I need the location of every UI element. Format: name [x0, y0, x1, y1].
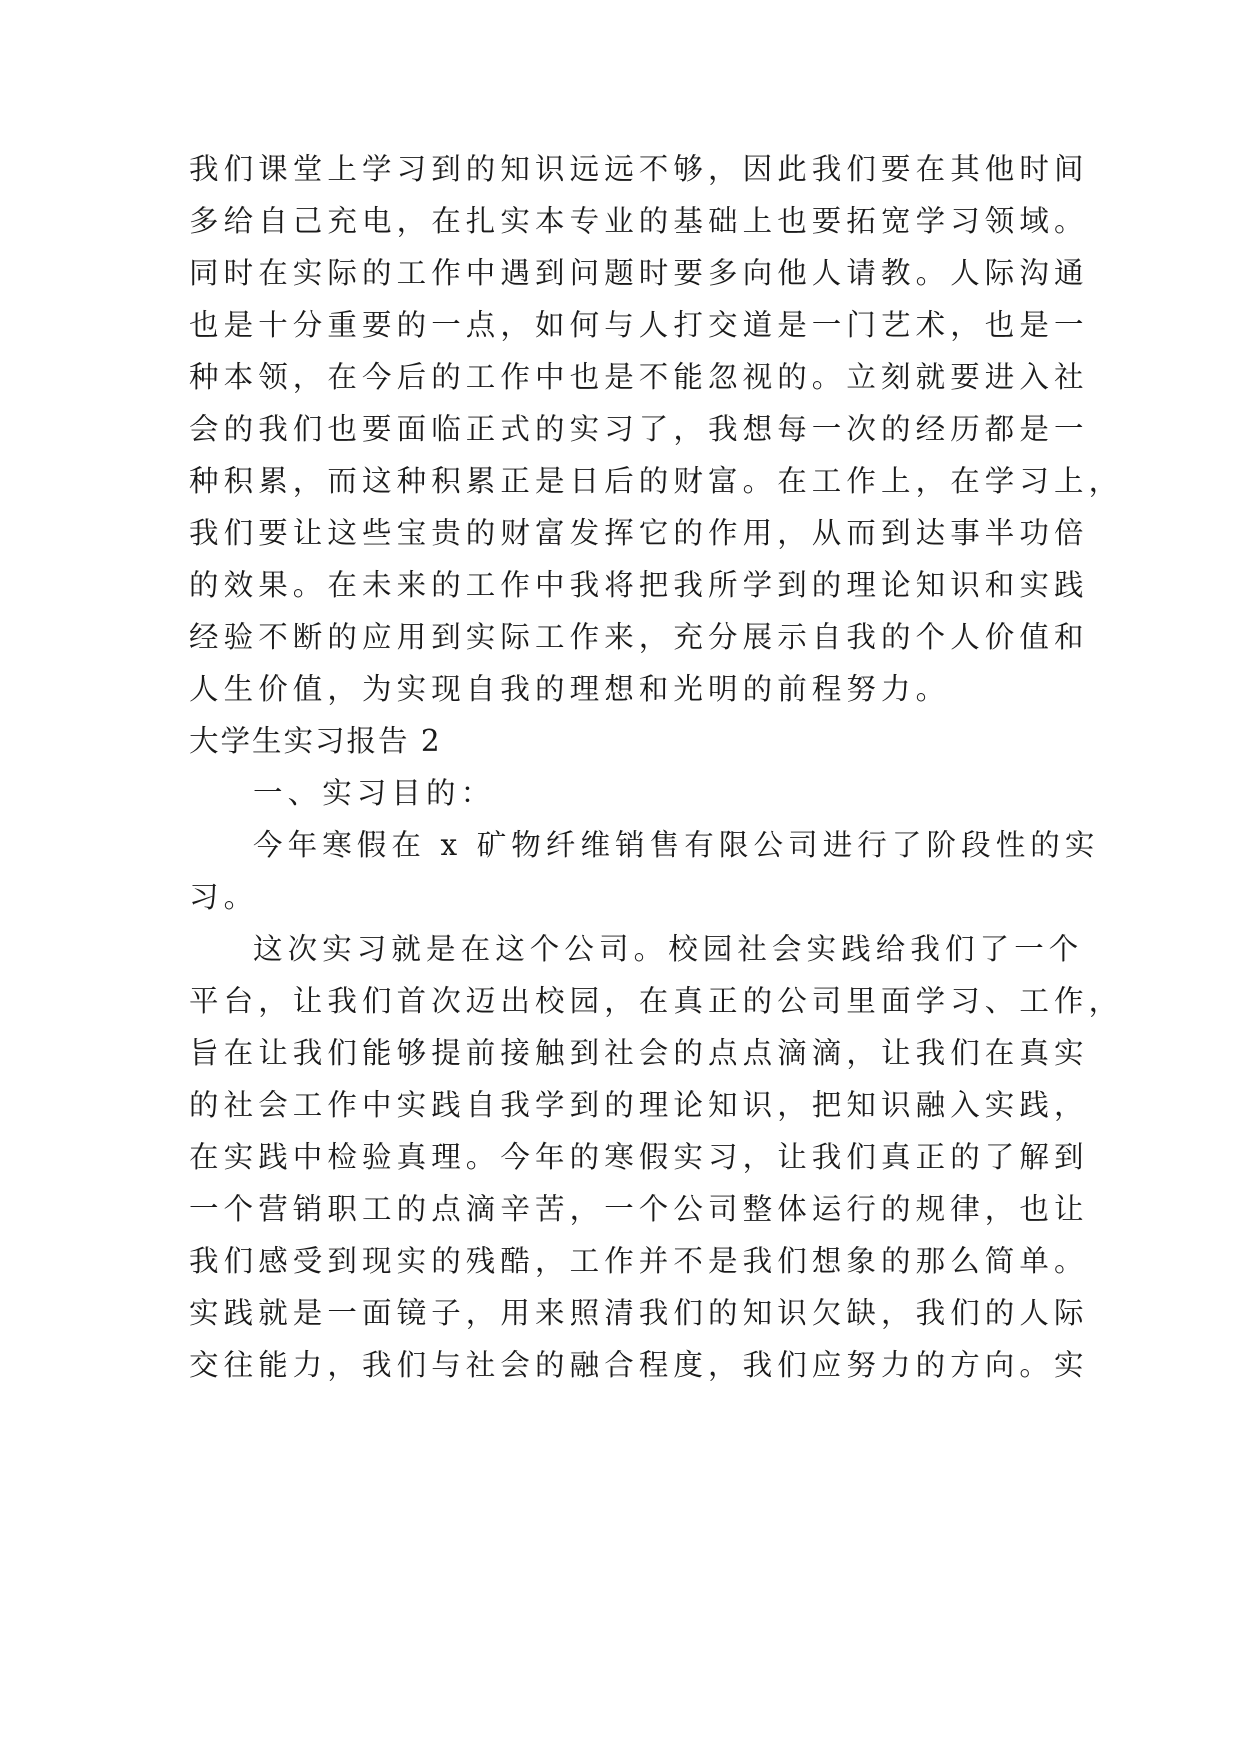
- paragraph-line: 人生价值，为实现自我的理想和光明的前程努力。: [189, 672, 951, 706]
- paragraph-line: 经验不断的应用到实际工作来，充分展示自我的个人价值和: [189, 620, 1089, 654]
- paragraph-line: 交往能力，我们与社会的融合程度，我们应努力的方向。实: [189, 1348, 1089, 1382]
- paragraph-line: 会的我们也要面临正式的实习了，我想每一次的经历都是一: [189, 412, 1089, 446]
- paragraph-line: 在实践中检验真理。今年的寒假实习，让我们真正的了解到: [189, 1140, 1089, 1174]
- paragraph-line: 实践就是一面镜子，用来照清我们的知识欠缺，我们的人际: [189, 1296, 1089, 1330]
- paragraph-line: 我们课堂上学习到的知识远远不够，因此我们要在其他时间: [189, 152, 1089, 186]
- paragraph-line: 的效果。在未来的工作中我将把我所学到的理论知识和实践: [189, 568, 1089, 602]
- paragraph-line: 的社会工作中实践自我学到的理论知识，把知识融入实践，: [189, 1088, 1089, 1122]
- paragraph-line: 平台，让我们首次迈出校园，在真正的公司里面学习、工作，: [189, 984, 1124, 1018]
- paragraph-line: 一个营销职工的点滴辛苦，一个公司整体运行的规律，也让: [189, 1192, 1089, 1226]
- section-heading: 大学生实习报告 2: [189, 724, 442, 758]
- paragraph-line: 习。: [189, 880, 259, 914]
- paragraph-line: 种积累，而这种积累正是日后的财富。在工作上，在学习上，: [189, 464, 1124, 498]
- paragraph-line: 多给自己充电，在扎实本专业的基础上也要拓宽学习领域。: [189, 204, 1089, 238]
- paragraph-line: 这次实习就是在这个公司。校园社会实践给我们了一个: [253, 932, 1084, 966]
- paragraph-line: 种本领，在今后的工作中也是不能忽视的。立刻就要进入社: [189, 360, 1089, 394]
- paragraph-line: 同时在实际的工作中遇到问题时要多向他人请教。人际沟通: [189, 256, 1089, 290]
- paragraph-line: 也是十分重要的一点，如何与人打交道是一门艺术，也是一: [189, 308, 1089, 342]
- paragraph-line: 旨在让我们能够提前接触到社会的点点滴滴，让我们在真实: [189, 1036, 1089, 1070]
- paragraph-line: 我们要让这些宝贵的财富发挥它的作用，从而到达事半功倍: [189, 516, 1089, 550]
- paragraph-line: 我们感受到现实的残酷，工作并不是我们想象的那么简单。: [189, 1244, 1089, 1278]
- paragraph-line: 今年寒假在 x 矿物纤维销售有限公司进行了阶段性的实: [253, 828, 1100, 862]
- subsection-heading: 一、实习目的：: [253, 776, 496, 810]
